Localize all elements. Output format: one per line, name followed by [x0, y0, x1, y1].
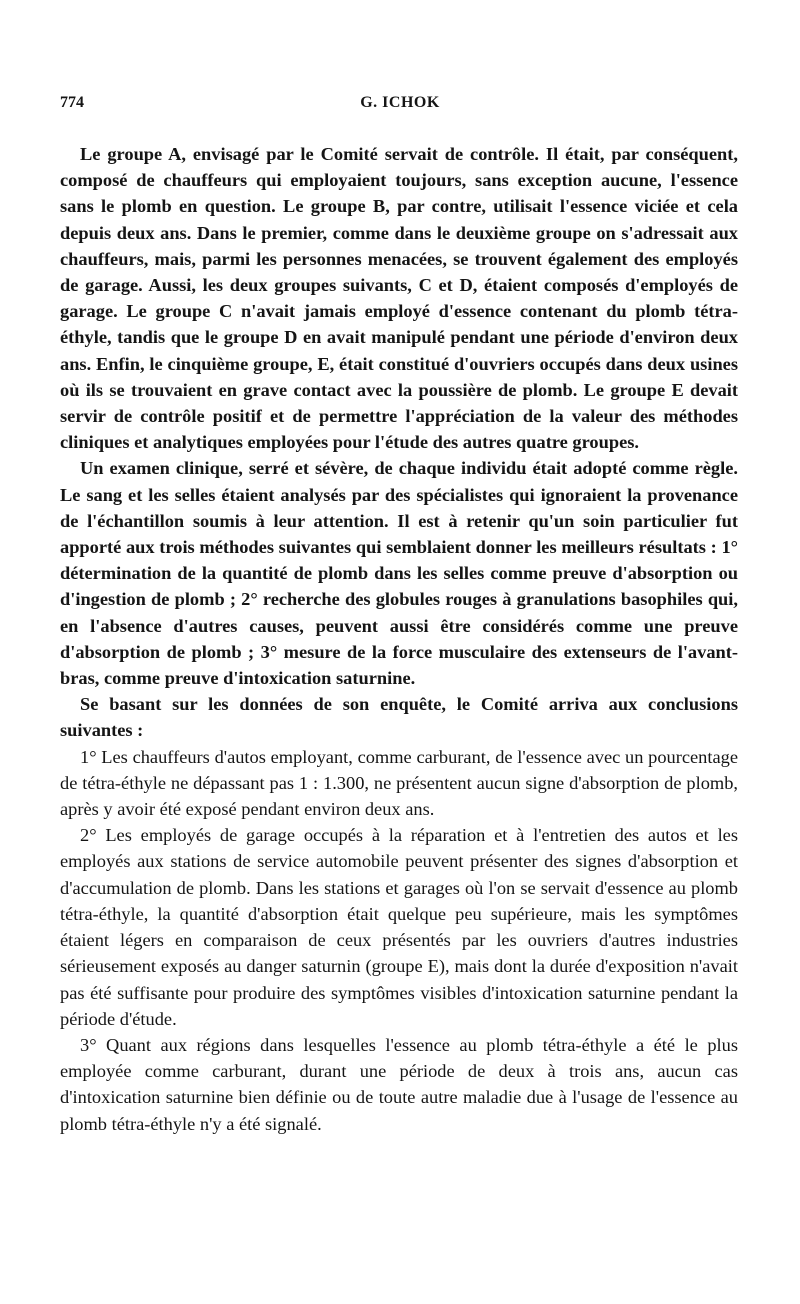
- paragraph-conclusion-1: 1° Les chauffeurs d'autos employant, comme carburant, de l'essence avec un pourcentage de tétra-éthyle ne dépassant pas 1 : 1.300, ne présentent aucun signe d'absorption de plomb, après y avoir été exposé pendant environ deux ans.: [60, 746, 738, 820]
- page-header: [60, 94, 740, 118]
- paragraph-conclusion-2: 2° Les employés de garage occupés à la réparation et à l'entretien des autos et les employés aux stations de service automobile peuvent présenter des signes d'absorption et d'accumulation de plomb. Dans les stations et garages où l'on se servait d'essence au plomb tétra-éthyle, la quantité d'absorption était quelque peu supérieure, mais les symptômes étaient légers en comparaison de ceux présentés par les ouvriers d'autres industries sérieusement exposés au danger saturnin (groupe E), mais dont la durée d'exposition n'avait pas été suffisante pour produire des symptômes visibles d'intoxication saturnine pendant la période d'étude.: [60, 825, 738, 1029]
- paragraph-clinical-exam: Un examen clinique, serré et sévère, de chaque individu était adopté comme règle. Le sang et les selles étaient analysés par des spécialistes qui ignoraient la provenance de l'échantillon soumis à leur attention. Il est à retenir qu'un soin particulier fut apporté aux trois méthodes suivantes qui semblaient donner les meilleurs résultats : 1° détermination de la quantité de plomb dans les selles comme preuve d'absorption ou d'ingestion de plomb ; 2° recherche des globules rouges à granulations basophiles qui, en l'absence d'autres causes, peuvent aussi être considérés comme une preuve d'absorption de plomb ; 3° mesure de la force musculaire des extenseurs de l'avant-bras, comme preuve d'intoxication saturnine.: [60, 458, 738, 689]
- paragraph-groups: Le groupe A, envisagé par le Comité servait de contrôle. Il était, par conséquent, composé de chauffeurs qui employaient toujours, sans exception aucune, l'essence sans le plomb en question. Le groupe B, par contre, utilisait l'essence viciée et cela depuis deux ans. Dans le premier, comme dans le deuxième groupe on s'adressait aux chauffeurs, mais, parmi les personnes menacées, se trouvent également des employés de garage. Aussi, les deux groupes suivants, C et D, étaient composés d'employés de garage. Le groupe C n'avait jamais employé d'essence contenant du plomb tétra-éthyle, tandis que le groupe D en avait manipulé pendant une période d'environ deux ans. Enfin, le cinquième groupe, E, était constitué d'ouvriers occupés dans deux usines où ils se trouvaient en grave contact avec la poussière de plomb. Le groupe E devait servir de contrôle positif et de permettre l'appréciation de la valeur des méthodes cliniques et analytiques employées pour l'étude des autres quatre groupes.: [60, 144, 738, 453]
- body-text: [60, 141, 738, 1137]
- paragraph-conclusion-3: 3° Quant aux régions dans lesquelles l'essence au plomb tétra-éthyle a été le plus employée comme carburant, durant une période de deux à trois ans, aucun cas d'intoxication saturnine bien définie ou de toute autre maladie due à l'usage de l'essence au plomb tétra-éthyle n'y a été signalé.: [60, 1034, 738, 1134]
- paragraph-conclusions-intro: Se basant sur les données de son enquête, le Comité arriva aux conclusions suivantes :: [60, 694, 738, 741]
- page-number: 774: [60, 94, 84, 111]
- running-head: G. ICHOK: [360, 94, 440, 111]
